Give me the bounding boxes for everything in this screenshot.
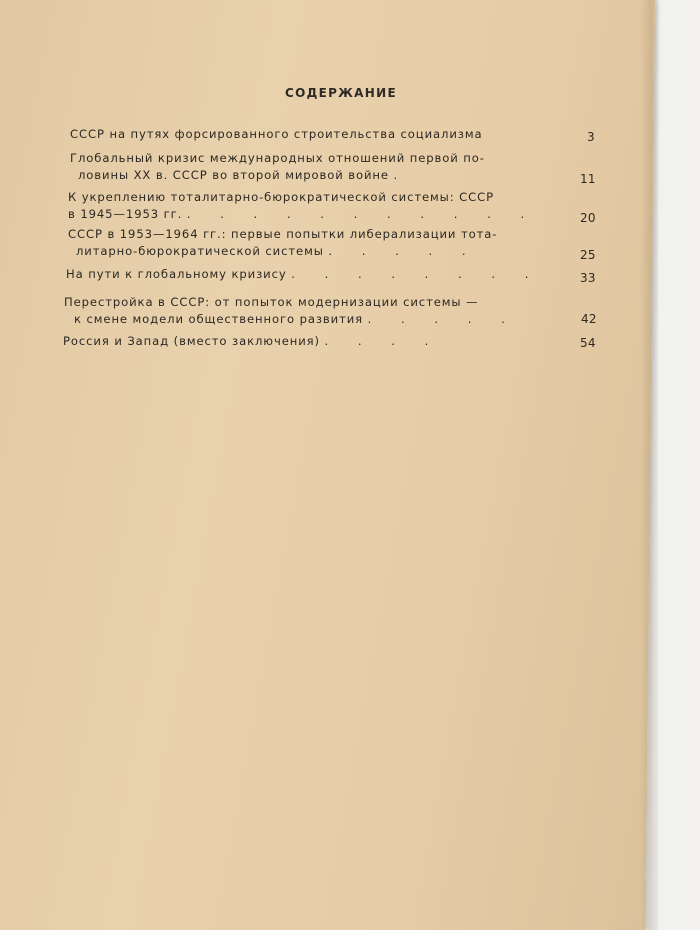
toc-page-number: 33 <box>580 271 596 285</box>
toc-page-number: 3 <box>587 130 595 144</box>
toc-entry-title-continued-text: к смене модели общественного развития <box>74 312 364 326</box>
toc-entry-title-continued-text: в 1945—1953 гг. <box>68 207 183 221</box>
dot-leader: . . . . . . . . . . . <box>186 207 538 221</box>
dot-leader: . . . . . <box>328 244 479 258</box>
dot-leader: . . . . . . . . <box>291 267 542 281</box>
toc-page-number: 11 <box>580 172 596 186</box>
toc-entry-title: СССР в 1953—1964 гг.: первые попытки либерализации тота- <box>68 227 498 241</box>
toc-entry <box>64 294 518 328</box>
toc-entry-title-text: Россия и Запад (вместо заключения) <box>63 334 320 348</box>
toc-entry-title: СССР на путях форсированного строительства социализма <box>70 127 483 141</box>
toc-entry <box>70 126 483 143</box>
toc-entry-title <box>63 333 441 350</box>
dot-leader: . . . . . <box>367 312 518 326</box>
toc-entry <box>68 189 537 223</box>
dot-leader: . . . . <box>324 334 442 348</box>
toc-entry-title-text: На пути к глобальному кризису <box>66 267 287 281</box>
toc-entry <box>68 226 497 260</box>
toc-entry-title-continued: ловины XX в. СССР во второй мировой войне . <box>78 168 399 182</box>
toc-page-number: 42 <box>581 312 597 326</box>
toc-entry-title: Глобальный кризис международных отношений первой по- <box>70 151 485 165</box>
toc-entry-title-continued <box>68 206 537 223</box>
toc-entry-title: К укреплению тоталитарно-бюрократической системы: СССР <box>68 190 495 204</box>
toc-page-number: 25 <box>580 248 596 262</box>
toc-page-number: 54 <box>580 336 596 350</box>
toc-entry <box>63 333 441 350</box>
toc-entry-title: Перестройка в СССР: от попыток модернизации системы — <box>64 295 479 309</box>
toc-entry <box>66 266 541 283</box>
page-title: СОДЕРЖАНИЕ <box>285 86 397 100</box>
page-edge-shadow <box>640 0 658 930</box>
toc-entry-title-continued-text: литарно-бюрократической системы <box>76 244 324 258</box>
toc-entry-title-continued <box>68 243 497 260</box>
toc-entry <box>70 150 485 184</box>
toc-page-number: 20 <box>580 211 596 225</box>
toc-entry-title-continued <box>64 311 518 328</box>
toc-entry-title <box>66 266 541 283</box>
